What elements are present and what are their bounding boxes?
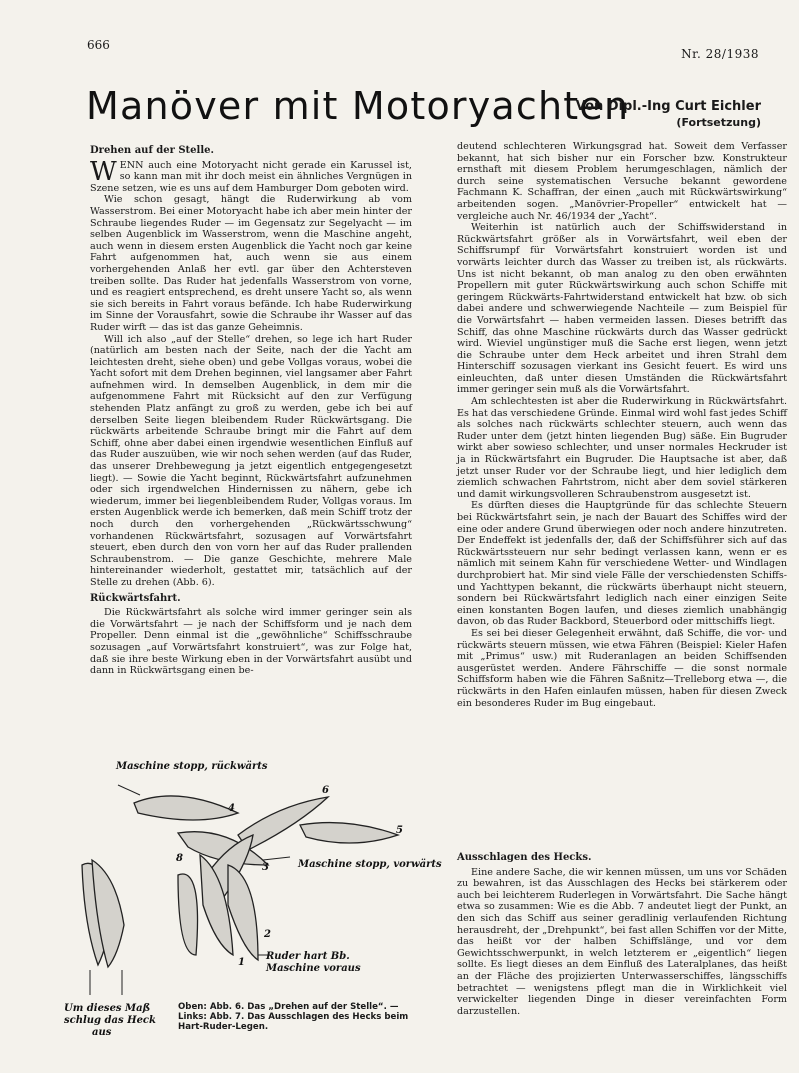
paragraph-text: ENN auch eine Motoryacht nicht gerade ein Karussel ist, so kann man mit ihr doch meist ein ähnliches Vergnügen in Szene setzen, wie es uns auf dem Hamburger Dom geboten wird. bbox=[90, 159, 412, 194]
page-number: 666 bbox=[87, 38, 110, 52]
left-column bbox=[90, 141, 412, 677]
paragraph: deutend schlechteren Wirkungsgrad hat. Soweit dem Verfasser bekannt, hat sich bisher nur ein Forscher bzw. Konstrukteur ernsthaft mit diesem Problem herumgeschlagen, nämlich der durch seine systematischen Versuche bekannt gewordene Fachmann K. Schaffran, der einen „auch mit Rückwärtswirkung“ arbeitenden sogen. „Manövrier-Propeller“ entwickelt hat — vergleiche auch Nr. 46/1934 der „Yacht“. bbox=[457, 141, 787, 222]
section-heading-drehen: Drehen auf der Stelle. bbox=[90, 145, 214, 156]
hull-sketch bbox=[300, 823, 398, 843]
hull-sketch bbox=[134, 796, 238, 820]
paragraph: Am schlechtesten ist aber die Ruderwirkung in Rückwärtsfahrt. Es hat das verschiedene Gründe. Einmal wird wohl fast jedes Schiff als solches nach rückwärts schlechter steuern, auch wenn das Ruder unter dem (jetzt hinten liegenden Bug) säße. Ein Bugruder wirkt aber sowieso schlechter, und unser normales Heckruder ist ja in Rückwärtsfahrt ein Bugruder. Die Hauptsache ist aber, daß jetzt unser Ruder vor der Schraube liegt, und hier lediglich dem ziemlich schwachen Fahrtstrom, nicht aber dem soviel stärkeren und damit wirkungsvolleren Schraubenstrom ausgesetzt ist. bbox=[457, 396, 787, 500]
continued-note: (Fortsetzung) bbox=[676, 116, 761, 129]
figure-label: schlug das Heck bbox=[64, 1015, 156, 1026]
figure-label: Maschine stopp, vorwärts bbox=[298, 859, 442, 870]
paragraph: Weiterhin ist natürlich auch der Schiffswiderstand in Rückwärtsfahrt größer als in Vorwärtsfahrt, weil eben der Schiffsrumpf für Vorwärtsfahrt konstruiert worden ist und vorwärts leichter durch das Wasser zu treiben ist, als rückwärts. Uns ist nicht bekannt, ob man analog zu den oben erwähnten Propellern mit guter Rückwärtswirkung auch schon Schiffe mit geringem Rückwärts-Fahrtwiderstand entwickelt hat bzw. ob sich dabei andere und schwerwiegende Nachteile — zum Beispiel für die Vorwärtsfahrt — haben vermeiden lassen. Dieses betrifft das Schiff, das ohne Maschine rückwärts durch das Wasser gedrückt wird. Wieviel ungünstiger muß die Sache erst liegen, wenn jetzt die Schraube unter dem Heck arbeitet und ihren Strahl dem Hinterschiff sozusagen vierkant ins Gesicht feuert. Es wird uns einleuchten, daß unter diesen Umständen die Rückwärtsfahrt immer geringer sein muß als die Vorwärtsfahrt. bbox=[457, 222, 787, 396]
hull-sketch bbox=[178, 874, 198, 955]
figure-number: 1 bbox=[238, 957, 245, 968]
figure-label: Maschine stopp, rückwärts bbox=[116, 761, 268, 772]
author-byline: Von Dipl.-Ing Curt Eichler bbox=[575, 99, 761, 114]
paragraph: Es dürften dieses die Hauptgründe für das schlechte Steuern bei Rückwärtsfahrt sein, je nach der Bauart des Schiffes wird der eine oder andere Grund überwiegen oder noch andere hinzutreten. Der Endeffekt ist jedenfalls der, daß der Schiffsführer sich auf das Rückwärtssteuern nur sehr bedingt verlassen kann, wenn er es nämlich mit seinem Kahn für verschiedene Wetter- und Windlagen durchprobiert hat. Mir sind viele Fälle der verschiedensten Schiffs- und Yachttypen bekannt, die rückwärts überhaupt nicht steuern, sondern bei Rückwärtsfahrt lediglich nach einer einzigen Seite einen konstanten Bogen laufen, und dieses ziemlich unabhängig davon, ob das Ruder Backbord, Steuerbord oder mittschiffs liegt. bbox=[457, 500, 787, 628]
guide-line bbox=[118, 785, 140, 795]
figure-number: 8 bbox=[176, 853, 183, 864]
section-heading-rueckwaertsfahrt: Rückwärtsfahrt. bbox=[90, 592, 181, 604]
figure-caption: Oben: Abb. 6. Das „Drehen auf der Stelle“. — Links: Abb. 7. Das Ausschlagen des Hecks beim Hart-Ruder-Legen. bbox=[178, 1002, 409, 1032]
section-heading-ausschlagen: Ausschlagen des Hecks. bbox=[457, 852, 592, 863]
maneuver-figure bbox=[64, 755, 442, 1038]
issue-number: Nr. 28/1938 bbox=[681, 47, 759, 61]
figure-label: Maschine voraus bbox=[266, 963, 361, 974]
paragraph bbox=[90, 156, 412, 195]
figure-label: Ruder hart Bb. bbox=[266, 951, 350, 962]
figure-number: 6 bbox=[322, 785, 329, 796]
figure-label: aus bbox=[92, 1027, 112, 1038]
figure-number: 3 bbox=[262, 862, 269, 873]
paragraph: Will ich also „auf der Stelle“ drehen, so lege ich hart Ruder (natürlich am besten nach der Seite, nach der die Yacht am leichtesten dreht, siehe oben) und gebe Vollgas voraus, wobei die Yacht sofort mit dem Drehen beginnen, viel langsamer aber Fahrt aufnehmen wird. In demselben Augenblick, in dem mir die aufgenommene Fahrt mit Rücksicht auf den zur Verfügung stehenden Platz anfängt zu groß zu werden, gebe ich bei auf derselben Seite liegen bleibendem Ruder Rückwärtsgang. Die rückwärts arbeitende Schraube bringt mir die Fahrt auf dem Schiff, ohne aber dabei einen irgendwie wesentlichen Einfluß auf das Ruder auszuüben, wie wir noch sehen werden (auf das Ruder, das unserer Drehbewegung ja jetzt eigentlich entgegengesetzt liegt). — Sowie die Yacht beginnt, Rückwärtsfahrt aufzunehmen oder sich irgendwelchen Hindernissen zu nähern, gebe ich wiederum, immer bei liegenbleibendem Ruder, Vollgas voraus. Im ersten Augenblick werde ich bemerken, daß mein Schiff trotz der noch durch den vorhergehenden „Rückwärtsschwung“ vorhandenen Rückwärtsfahrt, sozusagen auf Vorwärtsfahrt steuert, eben durch den von vorn her auf das Ruder prallenden Schraubenstrom. — Die ganze Geschichte, mehrere Male hintereinander wiederholt, gestattet mir, tatsächlich auf der Stelle zu drehen (Abb. 6). bbox=[90, 333, 412, 588]
figure-number: 2 bbox=[264, 929, 271, 940]
drop-cap: W bbox=[90, 156, 117, 187]
paragraph: Eine andere Sache, die wir kennen müssen, um uns vor Schäden zu bewahren, ist das Ausschlagen des Hecks bei stärkerem oder auch bei leichterem Ruderlegen in Vorwärtsfahrt. Die Sache hängt etwa so zusammen: Wie es die Abb. 7 andeutet liegt der Punkt, an den sich das Schiff aus seiner geradlinig verlaufenden Richtung herausdreht, der „Drehpunkt“, bei fast allen Schiffen vor der Mitte, das heißt vor der halben Schiffslänge, und vor dem Gewichtsschwerpunkt, in welch letzterem er „eigentlich“ liegen sollte. Es liegt dieses an dem Einfluß des Lateralplanes, das heißt an der Fläche des projizierten Unterwasserschiffes, längsschiffs betrachtet — wenigstens pflegt man die in Wirklichkeit viel verwickelter liegenden Dinge in dieser vereinfachten Form darzustellen. bbox=[457, 866, 787, 1017]
figure-number: 4 bbox=[228, 803, 235, 814]
article-title: Manöver mit Motoryachten bbox=[86, 84, 630, 128]
paragraph: Die Rückwärtsfahrt als solche wird immer geringer sein als die Vorwärtsfahrt — je nach der Schiffsform und je nach dem Propeller. Denn einmal ist die „gewöhnliche“ Schiffsschraube sozusagen „auf Vorwärtsfahrt konstruiert“, was zur Folge hat, daß sie ihre beste Wirkung eben in der Vorwärtsfahrt ausübt und dann in Rückwärtsgang einen be- bbox=[90, 607, 412, 677]
figure-number: 5 bbox=[396, 825, 403, 836]
paragraph: Wie schon gesagt, hängt die Ruderwirkung ab vom Wasserstrom. Bei einer Motoryacht habe ich aber mein hinter der Schraube liegendes Ruder — im Gegensatz zur Segelyacht — im selben Augenblick im Wasserstrom, wenn die Maschine angeht, auch wenn in diesem ersten Augenblick die Yacht noch gar keine Fahrt aufgenommen hat, auch wenn sie aus einem vorhergehenden Anlaß her evtl. gar über den Achtersteven treiben sollte. Das Ruder hat jedenfalls Wasserstrom von vorne, und es reagiert entsprechend, es dreht unsere Yacht so, als wenn sie sich bereits in Fahrt voraus befände. Ich habe Ruderwirkung im Sinne der Vorausfahrt, sowie die Schraube ihr Wasser auf das Ruder wirft — das ist das ganze Geheimnis. bbox=[90, 194, 412, 333]
right-column-lower bbox=[457, 848, 787, 1017]
paragraph: Es sei bei dieser Gelegenheit erwähnt, daß Schiffe, die vor- und rückwärts steuern müssen, wie etwa Fähren (Beispiel: Kieler Hafen mit „Primus“ usw.) mit Ruderanlagen an beiden Schiffsenden ausgerüstet werden. Andere Fährschiffe — die sonst normale Schiffsform haben wie die Fähren Saßnitz—Trelleborg etwa —, die rückwärts in den Hafen einlaufen müssen, haben für diesen Zweck ein besonderes Ruder im Bug eingebaut. bbox=[457, 627, 787, 709]
right-column bbox=[457, 141, 787, 709]
guide-line bbox=[263, 857, 290, 860]
figure-label: Um dieses Maß bbox=[64, 1003, 151, 1014]
